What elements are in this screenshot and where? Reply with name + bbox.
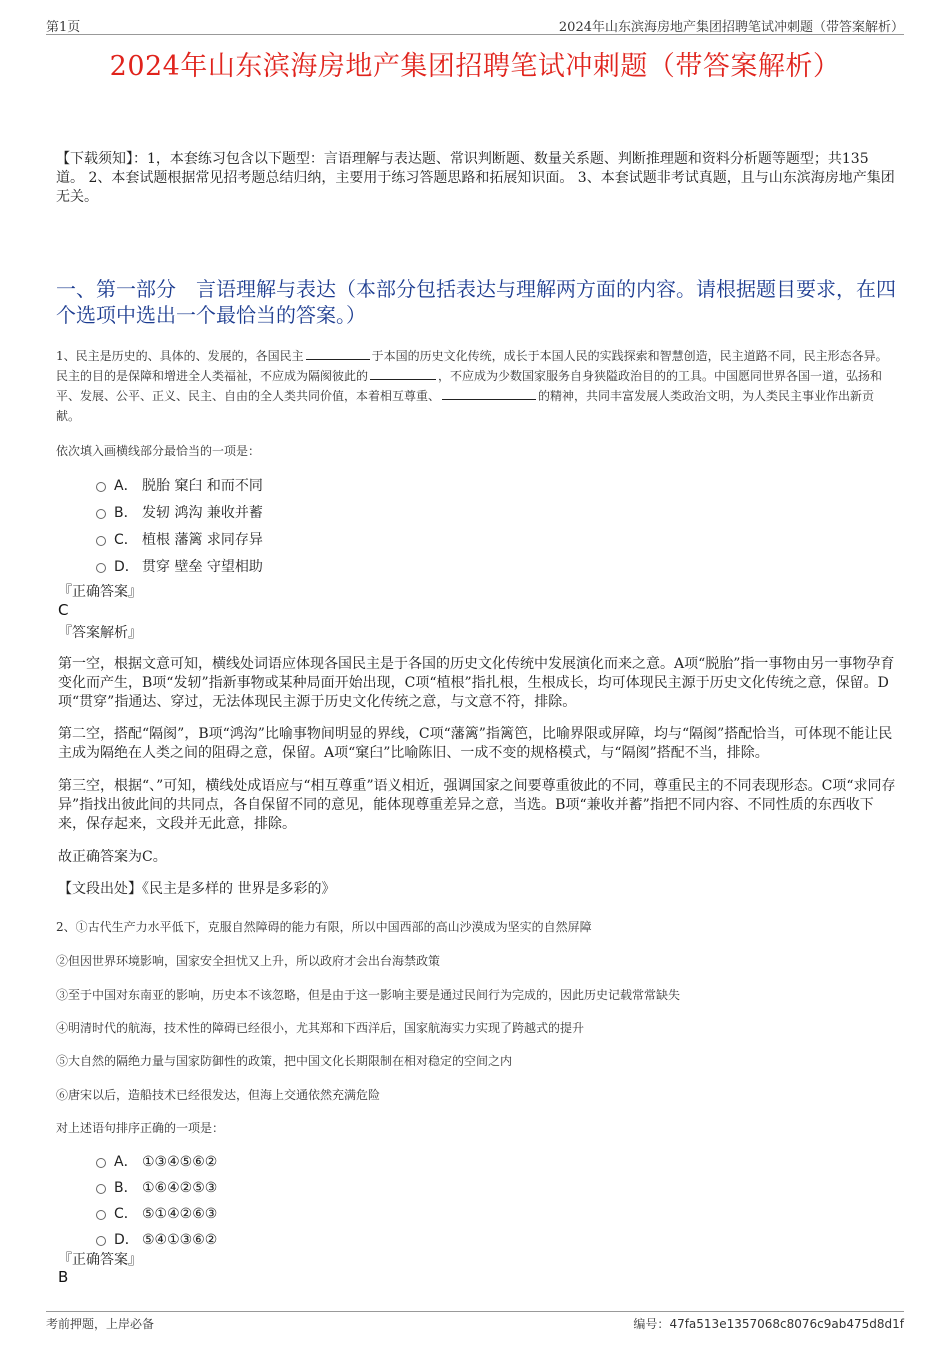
q1-source: 【文段出处】《民主是多样的 世界是多彩的》 bbox=[58, 881, 336, 897]
q1-analysis-paragraph: 第二空，搭配“隔阂”，B项“鸿沟”比喻事物间明显的界线，C项“藩篱”指篱笆，比喻界限或屏障，均与“隔阂”搭配恰当，可体现不能让民主成为隔绝在人类之间的阻碍之意，保留。A项“窠臼”比喻陈旧、一成不变的规格模式，与“隔阂”搭配不当，排除。 bbox=[58, 726, 893, 761]
option-text: 发轫 鸿沟 兼收并蓄 bbox=[142, 505, 263, 521]
q2-option-d[interactable] bbox=[96, 1230, 217, 1250]
q2-statement: 2、①古代生产力水平低下，克服自然障碍的能力有限，所以中国西部的高山沙漠成为坚实的自然屏障 bbox=[56, 920, 592, 934]
section-heading: 一、第一部分 言语理解与表达（本部分包括表达与理解两方面的内容。请根据题目要求，在四个选项中选出一个最恰当的答案。） bbox=[56, 277, 896, 327]
q2-statement: ⑤大自然的隔绝力量与国家防御性的政策，把中国文化长期限制在相对稳定的空间之内 bbox=[56, 1054, 513, 1068]
option-text: ①⑥④②⑤③ bbox=[142, 1180, 218, 1196]
option-letter: C． bbox=[114, 532, 138, 548]
q2-option-a[interactable] bbox=[96, 1152, 217, 1172]
footer-slogan: 考前押题，上岸必备 bbox=[46, 1317, 155, 1331]
footer-divider bbox=[46, 1311, 904, 1312]
footer-code-label: 编号： bbox=[633, 1317, 670, 1331]
q1-option-d[interactable] bbox=[96, 557, 263, 577]
option-text: ⑤①④②⑥③ bbox=[142, 1206, 218, 1222]
q1-answer-label: 『正确答案』 bbox=[58, 584, 142, 600]
option-text: 植根 藩篱 求同存异 bbox=[142, 532, 263, 548]
question-1-text-part: 的精神，共同丰富发展人类政治文明，为人类民主事业作出新贡献。 bbox=[56, 389, 875, 423]
question-1-text-part: ，不应成为少数国家服务自身狭隘政治目的的工具。中国愿同世界各国一道，弘扬和平、发展、公平、正义、民主、自由的全人类共同价值，本着相互尊重、 bbox=[56, 369, 883, 403]
question-1-text-part: 于本国的历史文化传统，成长于本国人民的实践探索和智慧创造，民主道路不同，民主形态各异。民主的目的是保障和增进全人类福祉，不应成为隔阂彼此的 bbox=[56, 349, 888, 383]
download-notice: 【下载须知】：1，本套练习包含以下题型：言语理解与表达题、常识判断题、数量关系题、判断推理题和资料分析题等题型；共135道。 2、本套试题根据常见招考题总结归纳，主要用于练习答题思路和拓展知识面。 3、本套试题非考试真题，且与山东滨海房地产集团无关。 bbox=[56, 151, 895, 205]
q2-statement: ②但因世界环境影响，国家安全担忧又上升，所以政府才会出台海禁政策 bbox=[56, 954, 441, 968]
option-letter: D． bbox=[114, 559, 139, 575]
header-doc-title: 2024年山东滨海房地产集团招聘笔试冲刺题（带答案解析） bbox=[558, 20, 904, 35]
question-2-prompt: 对上述语句排序正确的一项是： bbox=[56, 1121, 225, 1135]
question-1-text-part: 1、民主是历史的、具体的、发展的，各国民主 bbox=[56, 349, 304, 363]
option-letter: A． bbox=[114, 1154, 138, 1170]
option-text: ①③④⑤⑥② bbox=[142, 1154, 218, 1170]
question-1-prompt: 依次填入画横线部分最恰当的一项是： bbox=[56, 444, 261, 458]
option-letter: A． bbox=[114, 478, 138, 494]
q1-option-a[interactable] bbox=[96, 476, 263, 496]
q2-statement: ④明清时代的航海，技术性的障碍已经很小，尤其郑和下西洋后，国家航海实力实现了跨越式的提升 bbox=[56, 1021, 585, 1035]
option-text: 贯穿 壁垒 守望相助 bbox=[142, 559, 263, 575]
q2-option-b[interactable] bbox=[96, 1178, 217, 1198]
question-1-text bbox=[56, 346, 898, 426]
footer-code-value: 47fa513e1357068c8076c9ab475d8d1f bbox=[669, 1317, 904, 1331]
radio-icon[interactable] bbox=[96, 1210, 106, 1220]
q1-analysis-paragraph: 第一空，根据文意可知，横线处词语应体现各国民主是于各国的历史文化传统中发展演化而来之意。A项“脱胎”指一事物由另一事物孕育变化而产生，B项“发轫”指新事物或某种局面开始出现，C项“植根”指扎根，生根成长，均可体现民主源于历史文化传统之意，保留。D项“贯穿”指通达、穿过，无法体现民主源于历史文化传统之意，与文意不符，排除。 bbox=[58, 656, 895, 710]
fill-blank bbox=[370, 367, 436, 380]
footer-code bbox=[633, 1315, 904, 1332]
radio-icon[interactable] bbox=[96, 1158, 106, 1168]
q2-answer: B bbox=[58, 1268, 69, 1286]
radio-icon[interactable] bbox=[96, 509, 106, 519]
option-text: ⑤④①③⑥② bbox=[142, 1232, 218, 1248]
q1-analysis-conclusion: 故正确答案为C。 bbox=[58, 849, 167, 865]
radio-icon[interactable] bbox=[96, 563, 106, 573]
fill-blank bbox=[442, 387, 536, 400]
q1-option-b[interactable] bbox=[96, 503, 263, 523]
q2-answer-label: 『正确答案』 bbox=[58, 1252, 142, 1268]
option-letter: B． bbox=[114, 1180, 138, 1196]
header-divider bbox=[46, 34, 904, 35]
page-number: 第1页 bbox=[46, 20, 81, 35]
q1-analysis-label: 『答案解析』 bbox=[58, 625, 142, 641]
q1-option-c[interactable] bbox=[96, 530, 263, 550]
page-title: 2024年山东滨海房地产集团招聘笔试冲刺题（带答案解析） bbox=[109, 51, 841, 82]
radio-icon[interactable] bbox=[96, 1236, 106, 1246]
option-letter: B． bbox=[114, 505, 138, 521]
radio-icon[interactable] bbox=[96, 536, 106, 546]
radio-icon[interactable] bbox=[96, 482, 106, 492]
q1-analysis-paragraph: 第三空，根据“、”可知，横线处成语应与“相互尊重”语义相近，强调国家之间要尊重彼此的不同，尊重民主的不同表现形态。C项“求同存异”指找出彼此间的共同点，各自保留不同的意见，能体现尊重差异之意，当选。B项“兼收并蓄”指把不同内容、不同性质的东西收下来，保存起来，文段并无此意，排除。 bbox=[58, 778, 896, 832]
q1-answer: C bbox=[58, 601, 69, 619]
fill-blank bbox=[306, 347, 370, 360]
option-letter: C． bbox=[114, 1206, 138, 1222]
q2-statement: ⑥唐宋以后，造船技术已经很发达，但海上交通依然充满危险 bbox=[56, 1088, 381, 1102]
q2-statement: ③至于中国对东南亚的影响，历史本不该忽略，但是由于这一影响主要是通过民间行为完成的，因此历史记载常常缺失 bbox=[56, 988, 681, 1002]
option-text: 脱胎 窠臼 和而不同 bbox=[142, 478, 263, 494]
option-letter: D． bbox=[114, 1232, 139, 1248]
q2-option-c[interactable] bbox=[96, 1204, 217, 1224]
radio-icon[interactable] bbox=[96, 1184, 106, 1194]
